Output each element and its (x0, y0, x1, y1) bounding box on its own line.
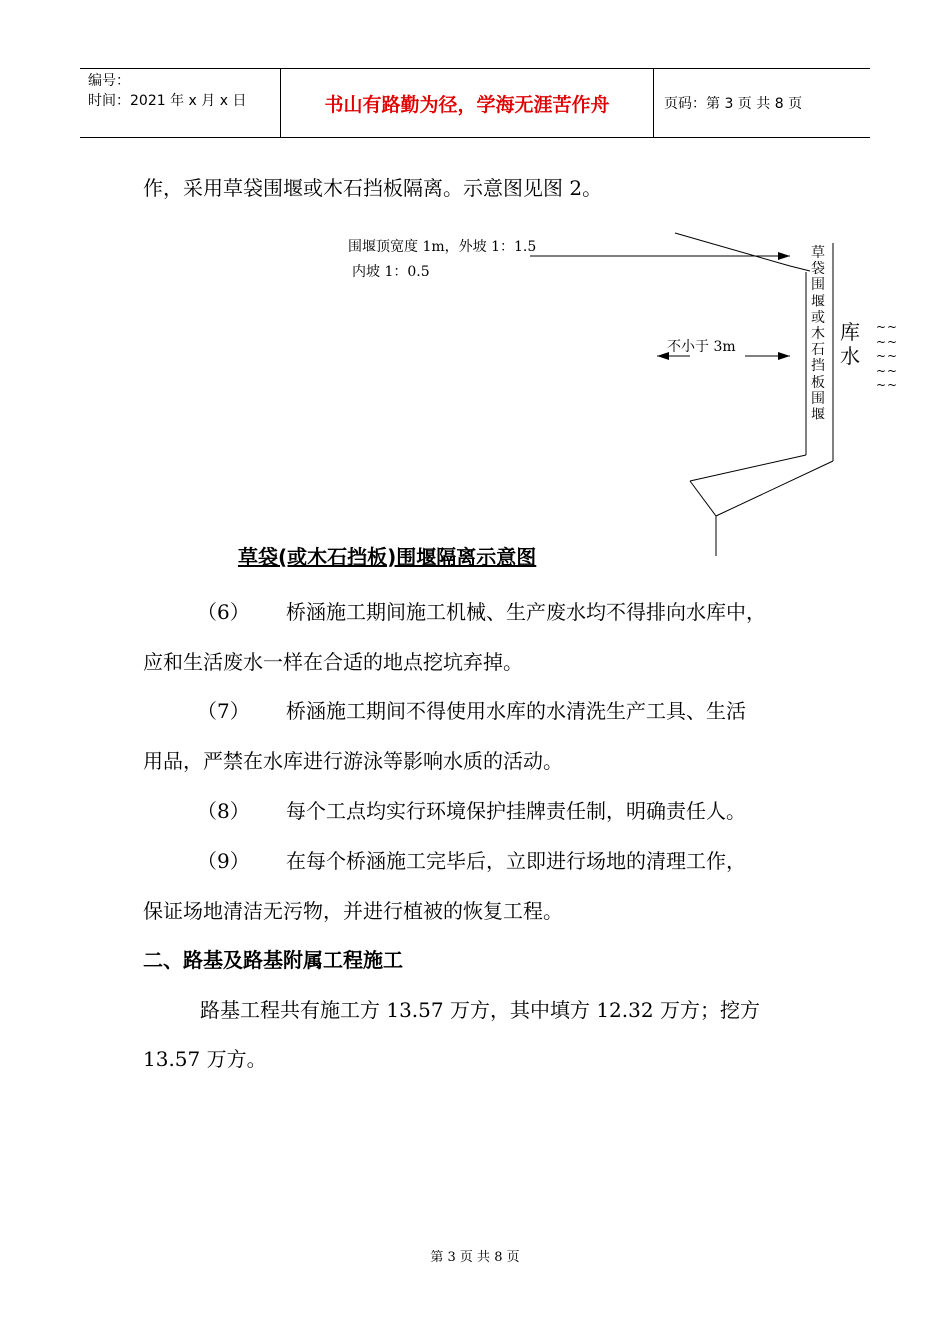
paragraph-line: 13.57 万方。 (143, 1047, 267, 1071)
wave-icon: ~~ (876, 378, 899, 392)
base-left-line (690, 481, 716, 516)
item-number: （6） (197, 600, 250, 624)
intro-line: 作，采用草袋围堰或木石挡板隔离。示意图见图 2。 (143, 176, 603, 200)
paragraph-line: 保证场地清洁无污物，并进行植被的恢复工程。 (143, 899, 563, 923)
paragraph-line: 桥涵施工期间不得使用水库的水清洗生产工具、生活 (286, 699, 746, 723)
reservoir-water-label (838, 320, 862, 368)
vertical-char: 围 (811, 390, 825, 407)
item-number: （8） (197, 799, 250, 823)
base-bottom-line (716, 461, 833, 516)
base-top-line (690, 455, 806, 481)
label-arrowhead (778, 252, 790, 260)
diagram-label-top2: 内坡 1：0.5 (352, 264, 430, 280)
vertical-char: 木 (811, 326, 825, 343)
water-waves (876, 320, 898, 393)
vertical-char: 石 (811, 342, 825, 359)
page-footer: 第 3 页 共 8 页 (430, 1250, 520, 1265)
width-arrowhead-right (778, 352, 790, 360)
paragraph-line: 桥涵施工期间施工机械、生产废水均不得排向水库中， (286, 600, 766, 624)
header-motto: 书山有路勤为径，学海无涯苦作舟 (281, 69, 654, 137)
paragraph-line: 用品，严禁在水库进行游泳等影响水质的活动。 (143, 749, 563, 773)
diagram-label-width: 不小于 3m (667, 339, 736, 355)
vertical-char: 草 (811, 245, 825, 261)
header-page-info: 页码：第 3 页 共 8 页 (664, 96, 803, 112)
vertical-char: 堰 (811, 407, 825, 424)
diagram-label-top1: 围堰顶宽度 1m，外坡 1：1.5 (348, 239, 537, 255)
wave-icon: ~~ (876, 320, 899, 334)
wave-icon: ~~ (876, 349, 899, 363)
figure-caption: 草袋(或木石挡板)围堰隔离示意图 (238, 545, 537, 569)
top-slope-line (790, 266, 810, 271)
paragraph-line: 应和生活废水一样在合适的地点挖坑弃掉。 (143, 650, 523, 674)
section-title: 二、路基及路基附属工程施工 (143, 948, 403, 972)
water-char: 水 (840, 344, 860, 368)
paragraph-line: 每个工点均实行环境保护挂牌责任制，明确责任人。 (286, 799, 746, 823)
outer-slope-line (675, 233, 790, 266)
document-date: 时间：2021 年 x 月 x 日 (88, 93, 247, 109)
item-number: （7） (197, 699, 250, 723)
vertical-char: 或 (811, 309, 825, 326)
vertical-char: 挡 (811, 358, 825, 375)
vertical-char: 围 (811, 277, 825, 294)
document-number: 编号： (88, 73, 130, 89)
paragraph-line: 路基工程共有施工方 13.57 万方，其中填方 12.32 万方；挖方 (200, 998, 760, 1022)
cofferdam-diagram (0, 0, 950, 600)
paragraph-line: 在每个桥涵施工完毕后，立即进行场地的清理工作， (286, 849, 746, 873)
water-char: 库 (840, 320, 860, 344)
vertical-char: 袋 (811, 261, 825, 278)
item-number: （9） (197, 849, 250, 873)
cofferdam-vertical-label (810, 245, 826, 423)
vertical-char: 堰 (811, 293, 825, 310)
vertical-char: 板 (811, 374, 825, 391)
wave-icon: ~~ (876, 334, 899, 349)
wave-icon: ~~ (876, 363, 899, 378)
